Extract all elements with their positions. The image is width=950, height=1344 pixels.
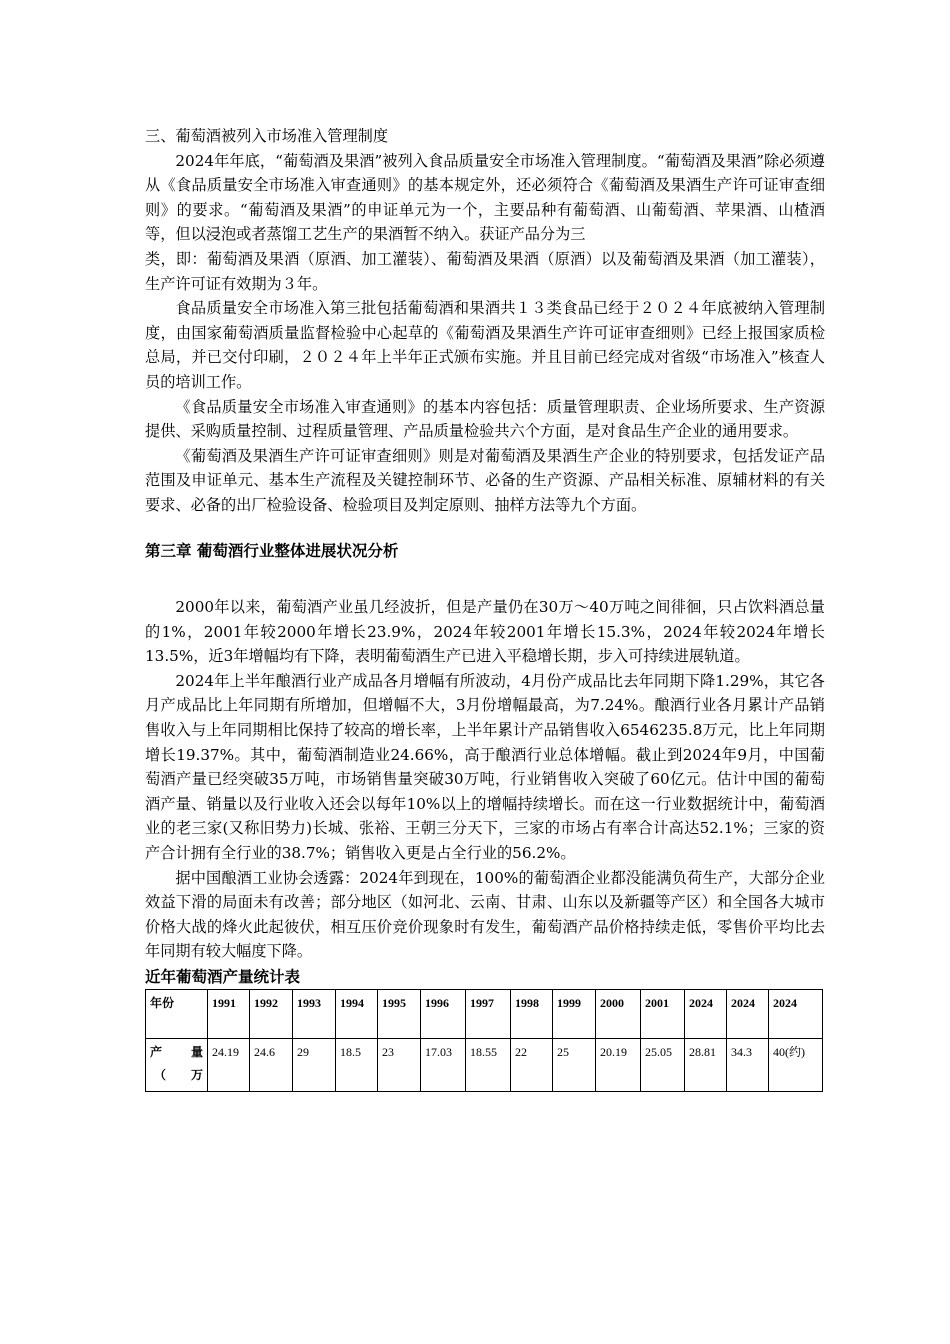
row-label-char: （ [154,1068,167,1082]
table-data-row [146,1039,823,1092]
table-year-cell: 1992 [250,990,293,1039]
table-title: 近年葡萄酒产量统计表 [145,968,301,986]
table-value-cell: 40(约) [769,1039,823,1092]
section-title: 三、葡萄酒被列入市场准入管理制度 [145,127,388,145]
table-year-cell: 1991 [208,990,250,1039]
table-value-cell: 22 [511,1039,553,1092]
table-year-cell: 1994 [336,990,378,1039]
table-year-cell: 2024 [727,990,769,1039]
table-value-cell: 28.81 [685,1039,727,1092]
table-value-cell: 24.19 [208,1039,250,1092]
paragraph: 《食品质量安全市场准入审查通则》的基本内容包括：质量管理职责、企业场所要求、生产资源提供、采购质量控制、过程质量管理、产品质量检验共六个方面，是对食品生产企业的通用要求。 [145,397,825,441]
row-label-char: 万 [190,1068,203,1082]
production-table [145,989,823,1092]
paragraph: 类，即：葡萄酒及果酒（原酒、加工灌装）、葡萄酒及果酒（原酒）以及葡萄酒及果酒（加工灌装），生产许可证有效期为３年。 [145,249,825,293]
table-year-cell: 2024 [685,990,727,1039]
chapter-title: 第三章 葡萄酒行业整体进展状况分析 [145,541,399,560]
table-value-cell: 23 [378,1039,421,1092]
table-value-cell: 25 [553,1039,596,1092]
table-year-cell: 1997 [466,990,511,1039]
table-year-cell: 1999 [553,990,596,1039]
table-header-label: 年份 [146,990,208,1039]
table-value-cell: 25.05 [641,1039,685,1092]
row-label-char: 产 [150,1045,163,1059]
table-value-cell: 18.55 [466,1039,511,1092]
table-year-cell: 2024 [769,990,823,1039]
document-body [145,124,825,1092]
table-value-cell: 29 [293,1039,336,1092]
table-year-cell: 1995 [378,990,421,1039]
table-year-cell: 1993 [293,990,336,1039]
table-year-cell: 2001 [641,990,685,1039]
paragraph: 2000年以来，葡萄酒产业虽几经波折，但是产量仍在30万～40万吨之间徘徊，只占饮料酒总量的1%，2001年较2000年增长23.9%，2024年较2001年增长15.3%，2024年较2024年增长13.5%，近3年增幅均有下降，表明葡萄酒生产已进入平稳增长期，步入可持续进展轨道。 [145,598,825,666]
paragraph: 食品质量安全市场准入第三批包括葡萄酒和果酒共１３类食品已经于２０２４年底被纳入管理制度，由国家葡萄酒质量监督检验中心起草的《葡萄酒及果酒生产许可证审查细则》已经上报国家质检总局，并已交付印刷，２０２４年上半年正式颁布实施。并且目前已经完成对省级“市场准入”核查人员的培训工作。 [145,299,825,391]
table-value-cell: 20.19 [596,1039,641,1092]
paragraph: 2024年年底，“葡萄酒及果酒”被列入食品质量安全市场准入管理制度。“葡萄酒及果酒”除必须遵从《食品质量安全市场准入审查通则》的基本规定外，还必须符合《葡萄酒及果酒生产许可证审查细则》的要求。“葡萄酒及果酒”的申证单元为一个，主要品种有葡萄酒、山葡萄酒、苹果酒、山楂酒等，但以浸泡或者蒸馏工艺生产的果酒暂不纳入。获证产品分为三 [145,151,825,244]
paragraph: 2024年上半年酿酒行业产成品各月增幅有所波动，4月份产成品比去年同期下降1.29%，其它各月产成品比上年同期有所增加，但增幅不大，3月份增幅最高，为7.24%。酿酒行业各月累计产品销售收入与上年同期相比保持了较高的增长率，上半年累计产品销售收入6546235.8万元，比上年同期增长19.37%。其中，葡萄酒制造业24.66%，高于酿酒行业总体增幅。截止到2024年9月，中国葡萄酒产量已经突破35万吨，市场销售量突破30万吨，行业销售收入突破了60亿元。估计中国的葡萄酒产量、销量以及行业收入还会以每年10%以上的增幅持续增长。而在这一行业数据统计中，葡萄酒业的老三家(又称旧势力)长城、张裕、王朝三分天下，三家的市场占有率合计高达52.1%；三家的资产合计拥有全行业的38.7%；销售收入更是占全行业的56.2%。 [145,671,825,863]
table-year-cell: 1998 [511,990,553,1039]
table-value-cell: 24.6 [250,1039,293,1092]
paragraph: 《葡萄酒及果酒生产许可证审查细则》则是对葡萄酒及果酒生产企业的特别要求，包括发证产品范围及申证单元、基本生产流程及关键控制环节、必备的生产资源、产品相关标准、原辅材料的有关要求、必备的出厂检验设备、检验项目及判定原则、抽样方法等九个方面。 [145,446,825,514]
table-year-cell: 2000 [596,990,641,1039]
table-row-label [146,1039,208,1092]
row-label-char: 量 [190,1045,203,1059]
table-year-cell: 1996 [421,990,466,1039]
table-value-cell: 18.5 [336,1039,378,1092]
table-header-row [146,990,823,1039]
paragraph: 据中国酿酒工业协会透露：2024年到现在，100%的葡萄酒企业都没能满负荷生产，大部分企业效益下滑的局面未有改善；部分地区（如河北、云南、甘肃、山东以及新疆等产区）和全国各大城市价格大战的烽火此起彼伏，相互压价竞价现象时有发生，葡萄酒产品价格持续走低，零售价平均比去年同期有较大幅度下降。 [145,868,825,961]
table-value-cell: 17.03 [421,1039,466,1092]
table-value-cell: 34.3 [727,1039,769,1092]
